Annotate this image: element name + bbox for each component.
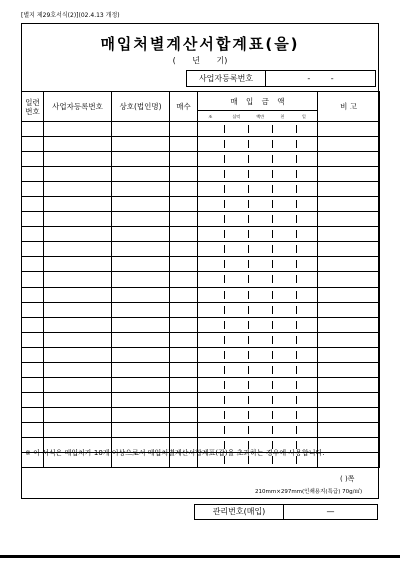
digit-separator — [296, 260, 297, 268]
digit-separator — [224, 230, 225, 238]
digit-separator — [248, 396, 249, 404]
registration-no-cell[interactable] — [44, 422, 112, 437]
amount-cell[interactable] — [198, 362, 318, 377]
digit-separator — [296, 155, 297, 163]
table-row — [22, 182, 380, 197]
amount-cell[interactable] — [198, 287, 318, 302]
digit-separator — [296, 230, 297, 238]
count-cell[interactable] — [170, 152, 198, 167]
digit-separator — [296, 170, 297, 178]
note-cell[interactable] — [318, 167, 380, 182]
digit-separator — [248, 140, 249, 148]
registration-number-field[interactable]: - - — [307, 74, 334, 83]
note-cell[interactable] — [318, 152, 380, 167]
digit-separator — [248, 306, 249, 314]
note-cell[interactable] — [318, 227, 380, 242]
digit-separator — [248, 230, 249, 238]
amount-cell[interactable] — [198, 407, 318, 422]
line-no-cell[interactable] — [22, 137, 44, 152]
registration-no-cell[interactable] — [44, 407, 112, 422]
company-name-cell[interactable] — [112, 287, 170, 302]
note-cell[interactable] — [318, 242, 380, 257]
digit-separator — [224, 125, 225, 133]
registration-no-cell[interactable] — [44, 362, 112, 377]
digit-separator — [248, 336, 249, 344]
table-body — [22, 122, 380, 468]
digit-separator — [296, 411, 297, 419]
company-name-cell[interactable] — [112, 302, 170, 317]
digit-separator — [272, 140, 273, 148]
digit-separator — [296, 426, 297, 434]
table-row — [22, 257, 380, 272]
year-period-label — [0, 55, 400, 66]
amount-unit-label: 천 — [280, 113, 285, 119]
digit-separator — [296, 381, 297, 389]
digit-separator — [224, 426, 225, 434]
company-name-cell[interactable] — [112, 197, 170, 212]
amount-unit-label: 십억 — [232, 113, 241, 119]
digit-separator — [296, 200, 297, 208]
digit-separator — [224, 306, 225, 314]
table-row — [22, 242, 380, 257]
line-no-cell[interactable] — [22, 242, 44, 257]
line-no-cell[interactable] — [22, 182, 44, 197]
company-name-cell[interactable] — [112, 317, 170, 332]
amount-cell[interactable] — [198, 212, 318, 227]
amount-cell[interactable] — [198, 272, 318, 287]
line-no-cell[interactable] — [22, 152, 44, 167]
digit-separator — [272, 260, 273, 268]
amount-cell[interactable] — [198, 347, 318, 362]
note-cell[interactable] — [318, 137, 380, 152]
count-cell[interactable] — [170, 197, 198, 212]
header-company-name: 상호(법인명) — [112, 92, 170, 122]
digit-separator — [224, 381, 225, 389]
count-cell[interactable] — [170, 242, 198, 257]
company-name-cell[interactable] — [112, 212, 170, 227]
line-no-cell[interactable] — [22, 197, 44, 212]
digit-separator — [296, 366, 297, 374]
table-row — [22, 332, 380, 347]
registration-no-cell[interactable] — [44, 317, 112, 332]
digit-separator — [224, 155, 225, 163]
digit-separator — [272, 215, 273, 223]
registration-no-cell[interactable] — [44, 122, 112, 137]
company-name-cell[interactable] — [112, 332, 170, 347]
count-cell[interactable] — [170, 122, 198, 137]
registration-no-cell[interactable] — [44, 302, 112, 317]
registration-no-cell[interactable] — [44, 392, 112, 407]
digit-separator — [272, 321, 273, 329]
table-row — [22, 317, 380, 332]
amount-cell[interactable] — [198, 392, 318, 407]
registration-no-cell[interactable] — [44, 227, 112, 242]
digit-separator — [272, 306, 273, 314]
header-line-no: 일련 번호 — [22, 92, 44, 122]
digit-separator — [224, 185, 225, 193]
digit-separator — [248, 170, 249, 178]
digit-separator — [296, 215, 297, 223]
page-count-note: ( )쪽 — [340, 475, 355, 483]
amount-cell[interactable] — [198, 377, 318, 392]
digit-separator — [248, 125, 249, 133]
count-cell[interactable] — [170, 227, 198, 242]
digit-separator — [224, 411, 225, 419]
table-row — [22, 422, 380, 437]
digit-separator — [272, 366, 273, 374]
note-cell[interactable] — [318, 392, 380, 407]
amount-cell[interactable] — [198, 302, 318, 317]
note-cell[interactable] — [318, 362, 380, 377]
amount-cell[interactable] — [198, 422, 318, 437]
amount-cell[interactable] — [198, 332, 318, 347]
amount-unit-label: 백만 — [256, 113, 265, 119]
digit-separator — [224, 351, 225, 359]
bottom-rule — [0, 555, 400, 558]
company-name-cell[interactable] — [112, 227, 170, 242]
line-no-cell[interactable] — [22, 392, 44, 407]
line-no-cell[interactable] — [22, 272, 44, 287]
digit-separator — [248, 426, 249, 434]
form-number-note: [별지 제29호서식(2)](02.4.13 개정) — [21, 12, 120, 19]
purchase-summary-table — [21, 91, 380, 468]
table-row — [22, 287, 380, 302]
digit-separator — [248, 291, 249, 299]
line-no-cell[interactable] — [22, 407, 44, 422]
count-cell[interactable] — [170, 167, 198, 182]
table-row — [22, 212, 380, 227]
amount-cell[interactable] — [198, 122, 318, 137]
digit-separator — [272, 291, 273, 299]
company-name-cell[interactable] — [112, 137, 170, 152]
digit-separator — [224, 260, 225, 268]
digit-separator — [224, 396, 225, 404]
registration-no-cell[interactable] — [44, 287, 112, 302]
note-cell[interactable] — [318, 407, 380, 422]
digit-separator — [272, 426, 273, 434]
amount-cell[interactable] — [198, 182, 318, 197]
count-cell[interactable] — [170, 332, 198, 347]
registration-no-cell[interactable] — [44, 347, 112, 362]
note-cell[interactable] — [318, 332, 380, 347]
line-no-cell[interactable] — [22, 377, 44, 392]
company-name-cell[interactable] — [112, 347, 170, 362]
table-row — [22, 392, 380, 407]
digit-separator — [296, 396, 297, 404]
digit-separator — [272, 200, 273, 208]
table-row — [22, 122, 380, 137]
digit-separator — [224, 170, 225, 178]
count-cell[interactable] — [170, 137, 198, 152]
amount-cell[interactable] — [198, 137, 318, 152]
digit-separator — [296, 351, 297, 359]
usage-footnote: ※ 이 서식은 매입처가 10개 이상으로서 매입처별계산서합계표(갑)을 초과하는 경우에 사용합니다. — [25, 449, 325, 457]
management-number-field[interactable]: — — [326, 507, 335, 516]
note-cell[interactable] — [318, 212, 380, 227]
registration-number-label: 사업자등록번호 — [187, 71, 266, 86]
amount-unit-labels — [198, 112, 317, 121]
note-cell[interactable] — [318, 422, 380, 437]
line-no-cell[interactable] — [22, 227, 44, 242]
header-purchase-amount: 매 입 금 액 — [198, 92, 318, 111]
count-cell[interactable] — [170, 182, 198, 197]
amount-cell[interactable] — [198, 317, 318, 332]
line-no-cell[interactable] — [22, 422, 44, 437]
digit-separator — [248, 245, 249, 253]
header-count: 매수 — [170, 92, 198, 122]
count-cell[interactable] — [170, 317, 198, 332]
amount-cell[interactable] — [198, 167, 318, 182]
registration-no-cell[interactable] — [44, 167, 112, 182]
company-name-cell[interactable] — [112, 392, 170, 407]
registration-number-box — [186, 70, 376, 87]
count-cell[interactable] — [170, 422, 198, 437]
header-registration-no: 사업자등록번호 — [44, 92, 112, 122]
table-row — [22, 362, 380, 377]
digit-separator — [272, 125, 273, 133]
table-row — [22, 167, 380, 182]
registration-no-cell[interactable] — [44, 152, 112, 167]
count-cell[interactable] — [170, 302, 198, 317]
digit-separator — [224, 366, 225, 374]
digit-separator — [224, 140, 225, 148]
company-name-cell[interactable] — [112, 152, 170, 167]
digit-separator — [272, 185, 273, 193]
company-name-cell[interactable] — [112, 257, 170, 272]
company-name-cell[interactable] — [112, 122, 170, 137]
digit-separator — [272, 155, 273, 163]
amount-cell[interactable] — [198, 257, 318, 272]
count-cell[interactable] — [170, 272, 198, 287]
line-no-cell[interactable] — [22, 347, 44, 362]
note-cell[interactable] — [318, 287, 380, 302]
year-period-text: ( 년 기) — [172, 56, 228, 65]
registration-no-cell[interactable] — [44, 272, 112, 287]
line-no-cell[interactable] — [22, 317, 44, 332]
line-no-cell[interactable] — [22, 257, 44, 272]
table-row — [22, 302, 380, 317]
table-row — [22, 347, 380, 362]
note-cell[interactable] — [318, 197, 380, 212]
note-cell[interactable] — [318, 257, 380, 272]
table-row — [22, 407, 380, 422]
count-cell[interactable] — [170, 407, 198, 422]
registration-no-cell[interactable] — [44, 212, 112, 227]
digit-separator — [224, 336, 225, 344]
count-cell[interactable] — [170, 347, 198, 362]
note-cell[interactable] — [318, 182, 380, 197]
company-name-cell[interactable] — [112, 182, 170, 197]
registration-no-cell[interactable] — [44, 242, 112, 257]
digit-separator — [224, 215, 225, 223]
digit-separator — [272, 275, 273, 283]
line-no-cell[interactable] — [22, 167, 44, 182]
registration-no-cell[interactable] — [44, 182, 112, 197]
amount-units-row — [198, 111, 318, 122]
registration-no-cell[interactable] — [44, 377, 112, 392]
amount-unit-label: 조 — [208, 113, 213, 119]
count-cell[interactable] — [170, 392, 198, 407]
line-no-cell[interactable] — [22, 302, 44, 317]
amount-cell[interactable] — [198, 152, 318, 167]
digit-separator — [272, 351, 273, 359]
count-cell[interactable] — [170, 212, 198, 227]
table-row — [22, 227, 380, 242]
table-row — [22, 137, 380, 152]
digit-separator — [248, 200, 249, 208]
digit-separator — [224, 245, 225, 253]
company-name-cell[interactable] — [112, 407, 170, 422]
digit-separator — [224, 291, 225, 299]
digit-separator — [224, 321, 225, 329]
line-no-cell[interactable] — [22, 287, 44, 302]
line-no-cell[interactable] — [22, 362, 44, 377]
digit-separator — [296, 306, 297, 314]
note-cell[interactable] — [318, 377, 380, 392]
digit-separator — [224, 200, 225, 208]
company-name-cell[interactable] — [112, 167, 170, 182]
table-row — [22, 272, 380, 287]
digit-separator — [248, 185, 249, 193]
registration-no-cell[interactable] — [44, 137, 112, 152]
header-note: 비 고 — [318, 92, 380, 122]
digit-separator — [248, 381, 249, 389]
digit-separator — [248, 321, 249, 329]
count-cell[interactable] — [170, 257, 198, 272]
digit-separator — [248, 275, 249, 283]
registration-no-cell[interactable] — [44, 197, 112, 212]
digit-separator — [272, 245, 273, 253]
note-cell[interactable] — [318, 302, 380, 317]
table-row — [22, 377, 380, 392]
digit-separator — [248, 260, 249, 268]
amount-unit-label: 일 — [302, 113, 306, 119]
note-cell[interactable] — [318, 122, 380, 137]
digit-separator — [248, 366, 249, 374]
table-row — [22, 152, 380, 167]
digit-separator — [248, 411, 249, 419]
company-name-cell[interactable] — [112, 422, 170, 437]
digit-separator — [296, 185, 297, 193]
amount-cell[interactable] — [198, 197, 318, 212]
note-cell[interactable] — [318, 272, 380, 287]
table-row — [22, 197, 380, 212]
digit-separator — [248, 155, 249, 163]
form-title: 매입처별계산서합계표(을) — [100, 35, 300, 53]
company-name-cell[interactable] — [112, 272, 170, 287]
digit-separator — [296, 291, 297, 299]
company-name-cell[interactable] — [112, 242, 170, 257]
digit-separator — [296, 125, 297, 133]
count-cell[interactable] — [170, 362, 198, 377]
note-cell[interactable] — [318, 347, 380, 362]
line-no-cell[interactable] — [22, 122, 44, 137]
paper-spec-note: 210mm×297mm(인쇄용지(특급) 70g/㎡) — [255, 489, 363, 495]
registration-no-cell[interactable] — [44, 257, 112, 272]
digit-separator — [296, 245, 297, 253]
digit-separator — [296, 336, 297, 344]
registration-no-cell[interactable] — [44, 332, 112, 347]
count-cell[interactable] — [170, 287, 198, 302]
company-name-cell[interactable] — [112, 377, 170, 392]
digit-separator — [224, 275, 225, 283]
digit-separator — [272, 170, 273, 178]
digit-separator — [296, 140, 297, 148]
company-name-cell[interactable] — [112, 362, 170, 377]
note-cell[interactable] — [318, 317, 380, 332]
amount-cell[interactable] — [198, 242, 318, 257]
digit-separator — [272, 230, 273, 238]
digit-separator — [272, 381, 273, 389]
amount-cell[interactable] — [198, 227, 318, 242]
digit-separator — [248, 351, 249, 359]
line-no-cell[interactable] — [22, 332, 44, 347]
digit-separator — [296, 321, 297, 329]
management-number-label: 관리번호(매입) — [195, 505, 284, 519]
digit-separator — [272, 396, 273, 404]
digit-separator — [272, 336, 273, 344]
management-number-box — [194, 504, 378, 520]
line-no-cell[interactable] — [22, 212, 44, 227]
digit-separator — [296, 275, 297, 283]
count-cell[interactable] — [170, 377, 198, 392]
digit-separator — [248, 215, 249, 223]
digit-separator — [272, 411, 273, 419]
